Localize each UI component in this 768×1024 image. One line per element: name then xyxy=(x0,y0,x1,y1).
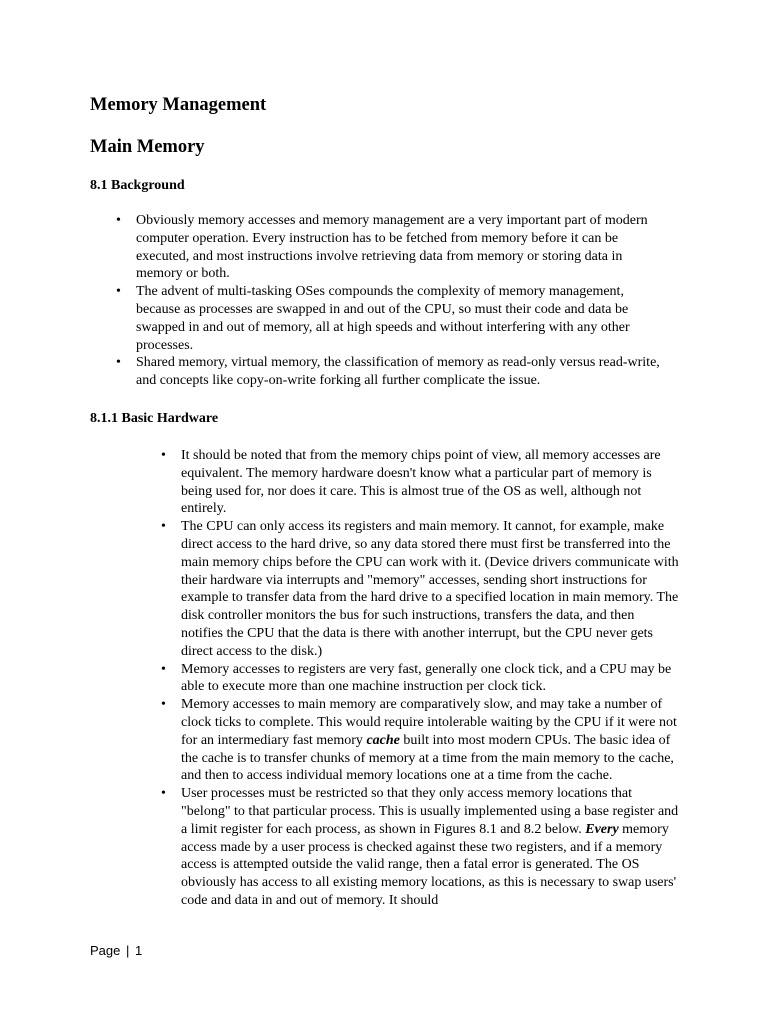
list-item-text: The CPU can only access its registers and main memory. It cannot, for example, make direct access to the hard drive, so any data stored there must first be transferred into the main memory chips before the CPU can work with it. (Device drivers communicate with their hardware via interrupts and "memory" accesses, sending short instructions for example to transfer data from the hard drive to a specified location in main memory. The disk controller monitors the bus for such instructions, transfers the data, and then notifies the CPU that the data is there with another interrupt, but the CPU never gets direct access to the disk.) xyxy=(181,519,679,659)
chapter-title: Main Memory xyxy=(90,137,205,157)
bullet-icon: • xyxy=(161,786,166,802)
list-item xyxy=(161,518,679,660)
list-item-text: User processes must be restricted so that they only access memory locations that "belong" to that particular process. This is usually implemented using a base register and a limit register for each process, as shown in Figures 8.1 and 8.2 below. Every memory access made by a user process is checked against these two registers, and if a memory access is attempted outside the valid range, then a fatal error is generated. The OS obviously has access to all existing memory locations, as this is necessary to swap users' code and data in and out of memory. It should xyxy=(181,786,679,908)
list-item xyxy=(116,212,671,283)
list-item-text: The advent of multi-tasking OSes compounds the complexity of memory management, because as processes are swapped in and out of the CPU, so must their code and data be swapped in and out of memory, all at high speeds and without interfering with any other processes. xyxy=(136,284,630,353)
bullet-icon: • xyxy=(116,355,121,371)
page-separator: | xyxy=(126,943,130,958)
list-item xyxy=(161,785,679,910)
page-number: 1 xyxy=(135,943,143,958)
bullet-icon: • xyxy=(161,448,166,463)
basic-hardware-bullet-list xyxy=(161,447,679,910)
list-item-text: Memory accesses to registers are very fast, generally one clock tick, and a CPU may be able to execute more than one machine instruction per clock tick. xyxy=(181,661,672,695)
list-item-text: It should be noted that from the memory chips point of view, all memory accesses are equivalent. The memory hardware doesn't know what a particular part of memory is being used for, nor does it care. This is almost true of the OS as well, although not entirely. xyxy=(181,448,661,517)
section-heading-background: 8.1 Background xyxy=(90,178,185,193)
bullet-icon: • xyxy=(116,213,121,228)
page-footer xyxy=(90,943,142,959)
document-title: Memory Management xyxy=(90,95,267,115)
list-item xyxy=(116,354,671,390)
background-bullet-list xyxy=(116,212,671,390)
list-item xyxy=(161,696,679,785)
list-item-text: Memory accesses to main memory are comparatively slow, and may take a number of clock ticks to complete. This would require intolerable waiting by the CPU if it were not for an intermediary fast memory cache built into most modern CPUs. The basic idea of the cache is to transfer chunks of memory at a time from the main memory to the cache, and then to access individual memory locations one at a time from the cache. xyxy=(181,697,677,784)
list-item xyxy=(161,661,679,697)
bullet-icon: • xyxy=(161,697,166,713)
bullet-icon: • xyxy=(161,519,166,535)
list-item xyxy=(116,283,671,354)
emphasis-cache: cache xyxy=(366,732,400,748)
section-heading-basic-hardware: 8.1.1 Basic Hardware xyxy=(90,411,219,426)
page-label: Page xyxy=(90,943,121,958)
emphasis-every: Every xyxy=(585,821,619,837)
list-item-text: Obviously memory accesses and memory management are a very important part of modern computer operation. Every instruction has to be fetched from memory before it can be executed, and most instructions involve retrieving data from memory or storing data in memory or both. xyxy=(136,213,648,282)
list-item xyxy=(161,447,679,518)
bullet-icon: • xyxy=(116,284,121,300)
bullet-icon: • xyxy=(161,661,166,677)
list-item-text: Shared memory, virtual memory, the classification of memory as read-only versus read-write, and concepts like copy-on-write forking all further complicate the issue. xyxy=(136,355,660,389)
